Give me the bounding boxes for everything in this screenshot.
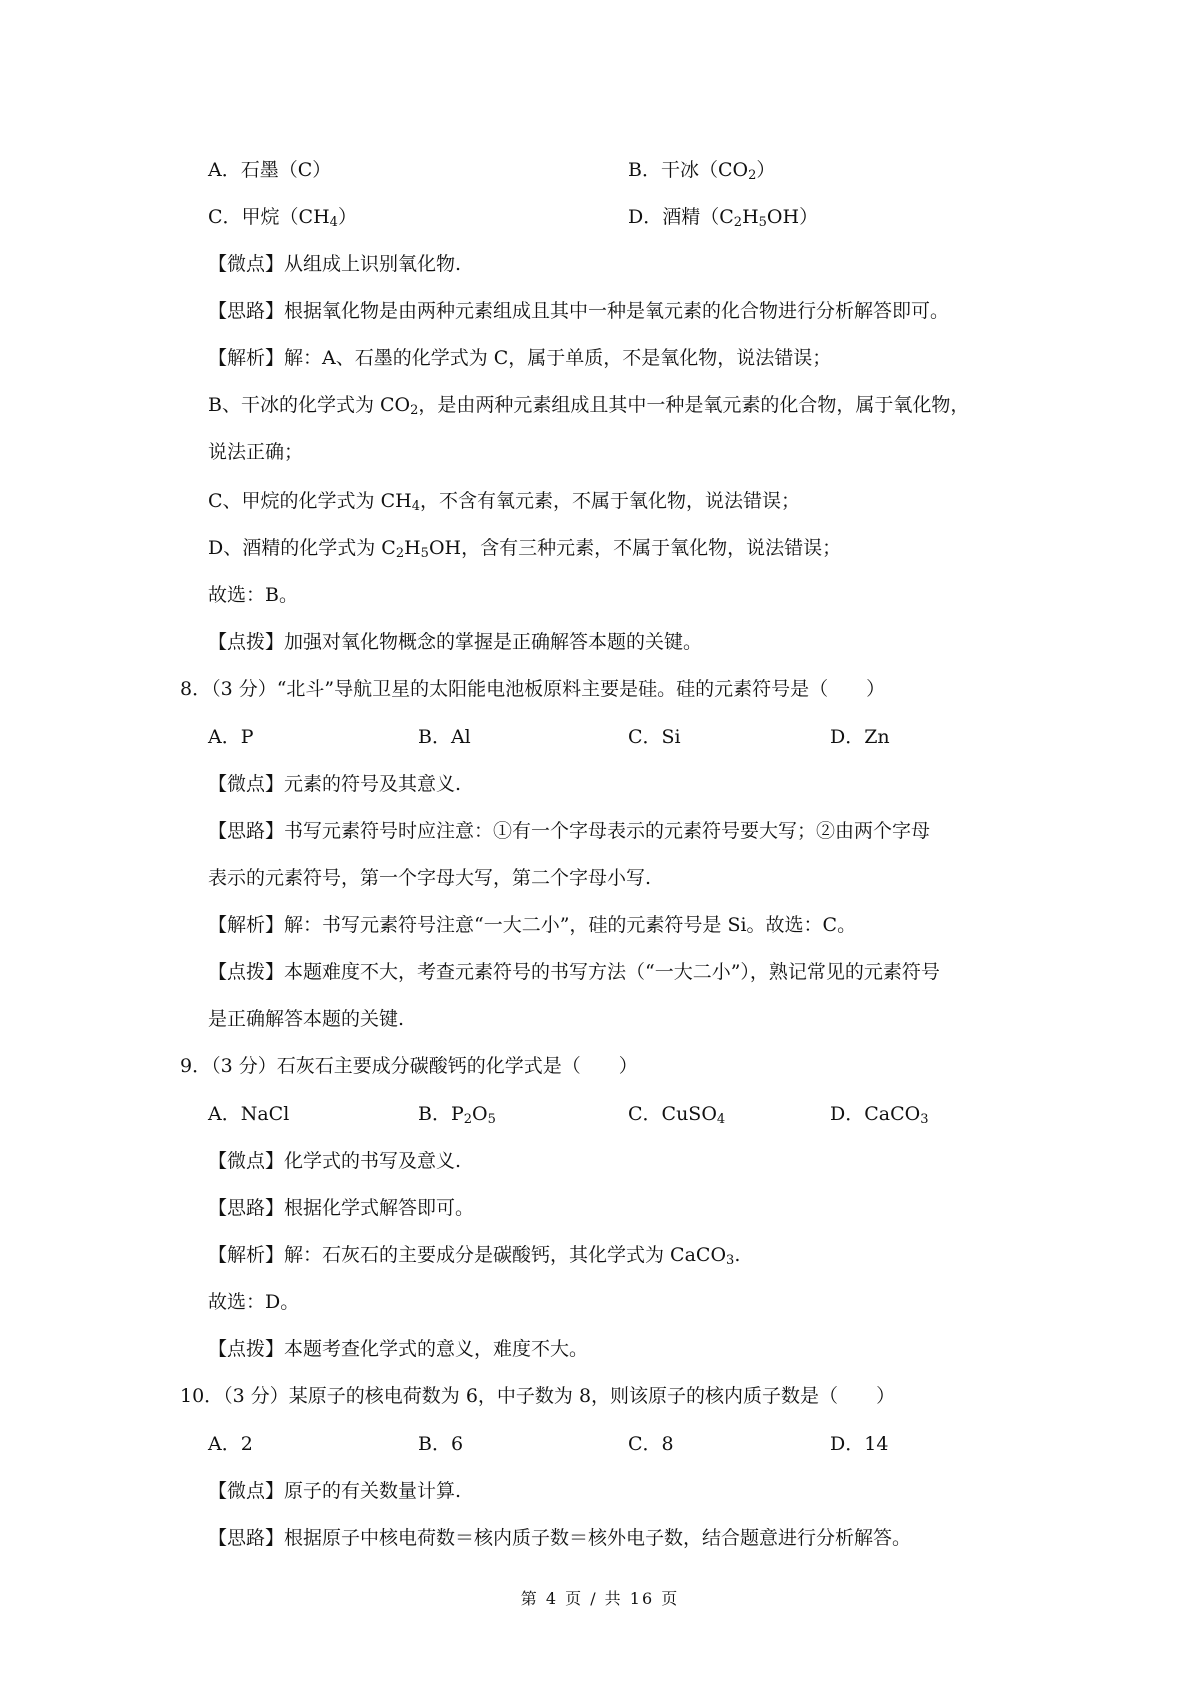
q9-answer: 故选：D。: [208, 1291, 300, 1313]
q8-option-c: C．Si: [628, 726, 681, 748]
q10-option-d: D．14: [830, 1433, 889, 1455]
q9-jiexi: 【解析】解：石灰石的主要成分是碳酸钙，其化学式为 CaCO$_3$.: [208, 1244, 741, 1268]
q7-option-a: A．石墨（C）: [208, 159, 332, 181]
q9-weidian: 【微点】化学式的书写及意义.: [208, 1150, 462, 1172]
q7-jiexi-b-cont: 说法正确；: [208, 441, 304, 463]
q10-option-c: C．8: [628, 1433, 674, 1455]
q8-weidian: 【微点】元素的符号及其意义.: [208, 773, 462, 795]
q7-silu: 【思路】根据氧化物是由两种元素组成且其中一种是氧元素的化合物进行分析解答即可。: [208, 300, 950, 322]
q10-option-b: B．6: [418, 1433, 464, 1455]
q7-dianbo: 【点拨】加强对氧化物概念的掌握是正确解答本题的关键。: [208, 631, 703, 653]
q8-dianbo-2: 是正确解答本题的关键.: [208, 1008, 405, 1030]
q7-weidian: 【微点】从组成上识别氧化物.: [208, 253, 462, 275]
q7-option-c: C．甲烷$(CH_4)$: [208, 206, 357, 230]
q8-silu-1: 【思路】书写元素符号时应注意：①有一个字母表示的元素符号要大写；②由两个字母: [208, 820, 931, 842]
q9-option-b: B．$P_2O_5$: [418, 1103, 496, 1127]
q7-jiexi: 【解析】解：A、石墨的化学式为 C，属于单质，不是氧化物，说法错误；: [208, 347, 832, 369]
q8-option-b: B．Al: [418, 726, 471, 748]
q8-silu-2: 表示的元素符号，第一个字母大写，第二个字母小写.: [208, 867, 652, 889]
q7-option-d: D．酒精$(C_2H_5OH)$: [628, 206, 819, 230]
q9-silu: 【思路】根据化学式解答即可。: [208, 1197, 475, 1219]
q9-option-a: A．NaCl: [208, 1103, 290, 1125]
q10-option-a: A．2: [208, 1433, 253, 1455]
q8-option-a: A．P: [208, 726, 254, 748]
q7-option-b: B．干冰$(CO_2)$: [628, 159, 776, 183]
q9-option-d: D．CaCO$_3$: [830, 1103, 929, 1127]
q9-dianbo: 【点拨】本题考查化学式的意义，难度不大。: [208, 1338, 589, 1360]
q7-answer: 故选：B。: [208, 584, 298, 606]
page-footer: 第 4 页 / 共 16 页: [520, 1589, 680, 1608]
q7-jiexi-d: D、酒精的化学式为 $C_2H_5OH$，含有三种元素，不属于氧化物，说法错误；: [208, 537, 842, 561]
q10-silu: 【思路】根据原子中核电荷数＝核内质子数＝核外电子数，结合题意进行分析解答。: [208, 1527, 912, 1549]
q8-dianbo-1: 【点拨】本题难度不大，考查元素符号的书写方法（“一大二小”），熟记常见的元素符号: [208, 961, 940, 983]
q7-jiexi-c: C、甲烷的化学式为 $CH_4$，不含有氧元素，不属于氧化物，说法错误；: [208, 490, 800, 514]
q8-stem: 8．（3 分）“北斗”导航卫星的太阳能电池板原料主要是硅。硅的元素符号是（ ）: [180, 678, 886, 700]
q9-stem: 9．（3 分）石灰石主要成分碳酸钙的化学式是（ ）: [180, 1055, 638, 1077]
q8-jiexi: 【解析】解：书写元素符号注意“一大二小”，硅的元素符号是 Si。故选：C。: [208, 914, 857, 936]
q8-option-d: D．Zn: [830, 726, 890, 748]
q9-option-c: C．CuSO$_4$: [628, 1103, 726, 1127]
q7-jiexi-b: B、干冰的化学式为 $CO_2$，是由两种元素组成且其中一种是氧元素的化合物，属于氧化物，: [208, 394, 970, 418]
q10-weidian: 【微点】原子的有关数量计算.: [208, 1480, 462, 1502]
q10-stem: 10．（3 分）某原子的核电荷数为 6，中子数为 8，则该原子的核内质子数是（ ）: [180, 1385, 896, 1407]
